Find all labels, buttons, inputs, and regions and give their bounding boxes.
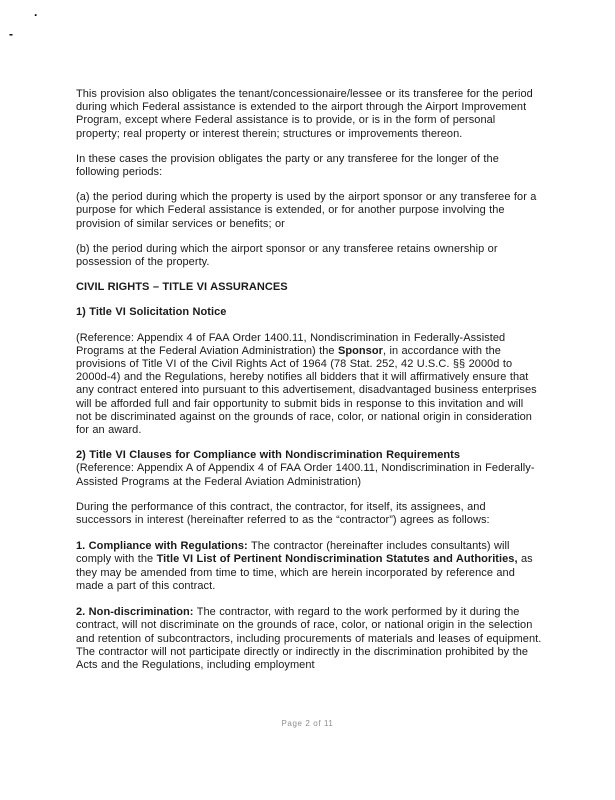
compliance-mid-text: The contractor (hereinafter includes consultants) will comply with the — [76, 540, 510, 566]
paragraph-cases-intro: In these cases the provision obligates the party or any transferee for the longer of the following periods: — [76, 152, 499, 179]
paragraph-period-b: (b) the period during which the airport sponsor or any transferee retains ownership or possession of the property. — [76, 242, 498, 269]
document-body — [76, 88, 542, 684]
paragraph-nondiscrimination — [76, 606, 542, 672]
scan-artifact-dash: - — [9, 27, 13, 41]
nondiscrimination-term: 2. Non-discrimination: — [76, 606, 194, 619]
solicitation-reference-text: (Reference: Appendix 4 of FAA Order 1400.11, Nondiscrimination in Federally-Assisted Programs at the Federal Aviation Administration) the — [76, 331, 506, 357]
title-vi-list-term: Title VI List of Pertinent Nondiscrimination Statutes and Authorities, — [156, 553, 518, 566]
compliance-regulations-term: 1. Compliance with Regulations: — [76, 540, 248, 553]
paragraph-solicitation-notice — [76, 332, 542, 438]
scan-artifact-dot: . — [34, 5, 38, 19]
paragraph-period-a: (a) the period during which the property is used by the airport sponsor or any transferee for a purpose for which Federal assistance is extended, or for another purpose involving the provision of similar services or benefits; or — [76, 191, 537, 230]
nondiscrimination-body-text: The contractor, with regard to the work performed by it during the contract, will not discriminate on the grounds of race, color, or national origin in the selection and retention of subcontractors, including procurements of materials and leases of equipment. The contractor will not participate directly or indirectly in the discrimination prohibited by the Acts and the Regulations, including employment — [76, 606, 542, 671]
heading-clauses-compliance: 2) Title VI Clauses for Compliance with Nondiscrimination Requirements — [76, 449, 461, 462]
heading-civil-rights-title-vi: CIVIL RIGHTS – TITLE VI ASSURANCES — [76, 281, 288, 294]
heading-solicitation-notice: 1) Title VI Solicitation Notice — [76, 306, 227, 319]
solicitation-body-text: , in accordance with the provisions of Title VI of the Civil Rights Act of 1964 (78 Stat. 252, 42 U.S.C. §§ 2000d to 2000d-4) and the Regulations, hereby notifies all bidders that it will affirmatively ensure that any contract entered into pursuant to this advertisement, disadvantaged business enterprises will be afforded full and fair opportunity to submit bids in response to this invitation and will not be discriminated against on the grounds of race, color, or national origin in consideration for an award. — [76, 344, 537, 437]
section-clauses-heading — [76, 449, 542, 489]
paragraph-clauses-reference: (Reference: Appendix A of Appendix 4 of FAA Order 1400.11, Nondiscrimination in Federally-Assisted Programs at the Federal Aviation Administration) — [76, 462, 535, 488]
paragraph-provision-obligation: This provision also obligates the tenant/concessionaire/lessee or its transferee for the period during which Federal assistance is extended to the airport through the Airport Improvement Program, except where Federal assistance is to provide, or is in the form of personal property; real property or interest therein; structures or improvements thereon. — [76, 88, 533, 140]
sponsor-term: Sponsor — [337, 344, 383, 357]
paragraph-compliance-regulations — [76, 540, 542, 593]
page-number-footer: Page 2 of 11 — [281, 719, 334, 728]
compliance-post-text: as they may be amended from time to time, which are herein incorporated by reference and made a part of this contract. — [76, 553, 533, 592]
paragraph-performance-intro: During the performance of this contract, the contractor, for itself, its assignees, and successors in interest (hereinafter referred to as the “contractor”) agrees as follows: — [76, 500, 490, 527]
